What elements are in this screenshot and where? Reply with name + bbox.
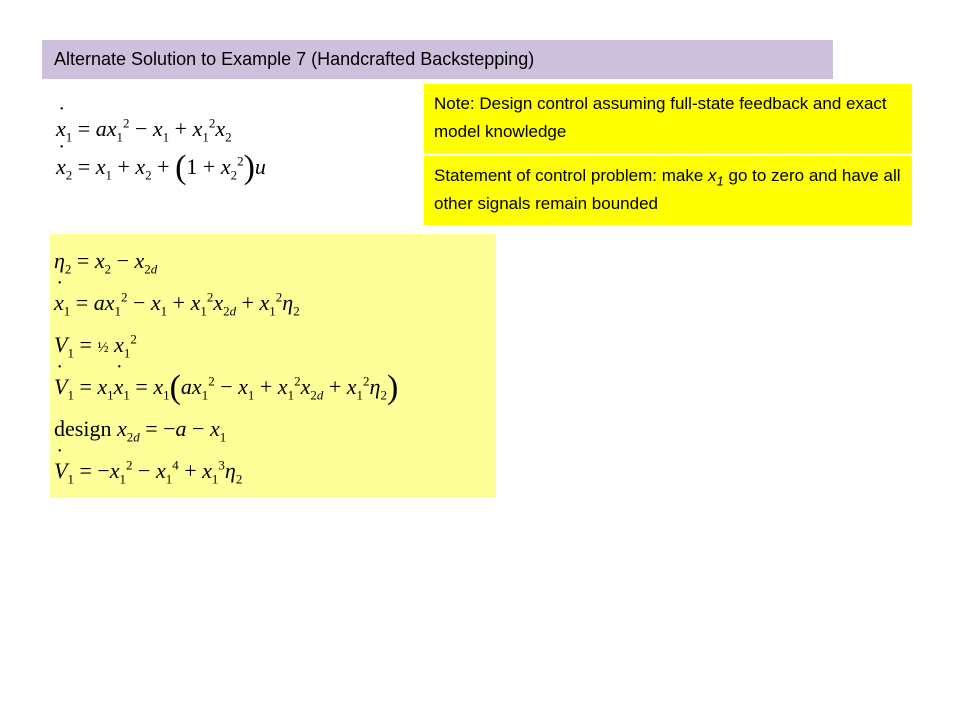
slide-title-text: Alternate Solution to Example 7 (Handcrafted Backstepping) [54, 49, 535, 69]
plant-eq-x1dot: ˙ $x_1 = ax_1^2 - x_1 + x_1^2x_2$ [56, 110, 266, 148]
slide-title [42, 40, 833, 79]
plant-eq-x2dot: ˙ $x_2 = x_1 + x_2 + (1 + x_2^2)u$ [56, 148, 266, 186]
note2-var: x [708, 166, 717, 185]
eq-eta2-def: $\eta_2 = x_2 - x_{2d}$ [54, 248, 158, 277]
backstepping-derivation [50, 234, 496, 498]
note-full-state-feedback [424, 84, 912, 153]
note1-text: Note: Design control assuming full-state feedback and exact model knowledge [434, 94, 887, 141]
plant-equations [56, 110, 266, 186]
note2-text-after: go to zero and have all other signals remain bounded [434, 166, 901, 213]
eq-design-x2d: design $x_{2d} = -a - x_1$ [54, 416, 227, 445]
note2-sub: 1 [716, 173, 724, 189]
note2-text-before: Statement of control problem: make [434, 166, 709, 185]
eq-v1-def: $V_1$ = ½ $x_1^2$ [54, 331, 137, 361]
note-control-problem [424, 156, 912, 225]
eq-v1dot-expand: ˙ $V_1$ = $x_1˙$ $x_1 = x_1(ax_1^2 - x_1 + x_1^2x_{2d} + x_1^2\eta_2)$ [54, 366, 496, 408]
eq-v1dot-result: ˙ $V_1 = -x_1^2 - x_1^4 + x_1^3\eta_2$ [54, 450, 496, 492]
eq-x1dot-sub: ˙ $x_1 = ax_1^2 - x_1 + x_1^2x_{2d} + x_1^2\eta_2$ [54, 282, 496, 324]
